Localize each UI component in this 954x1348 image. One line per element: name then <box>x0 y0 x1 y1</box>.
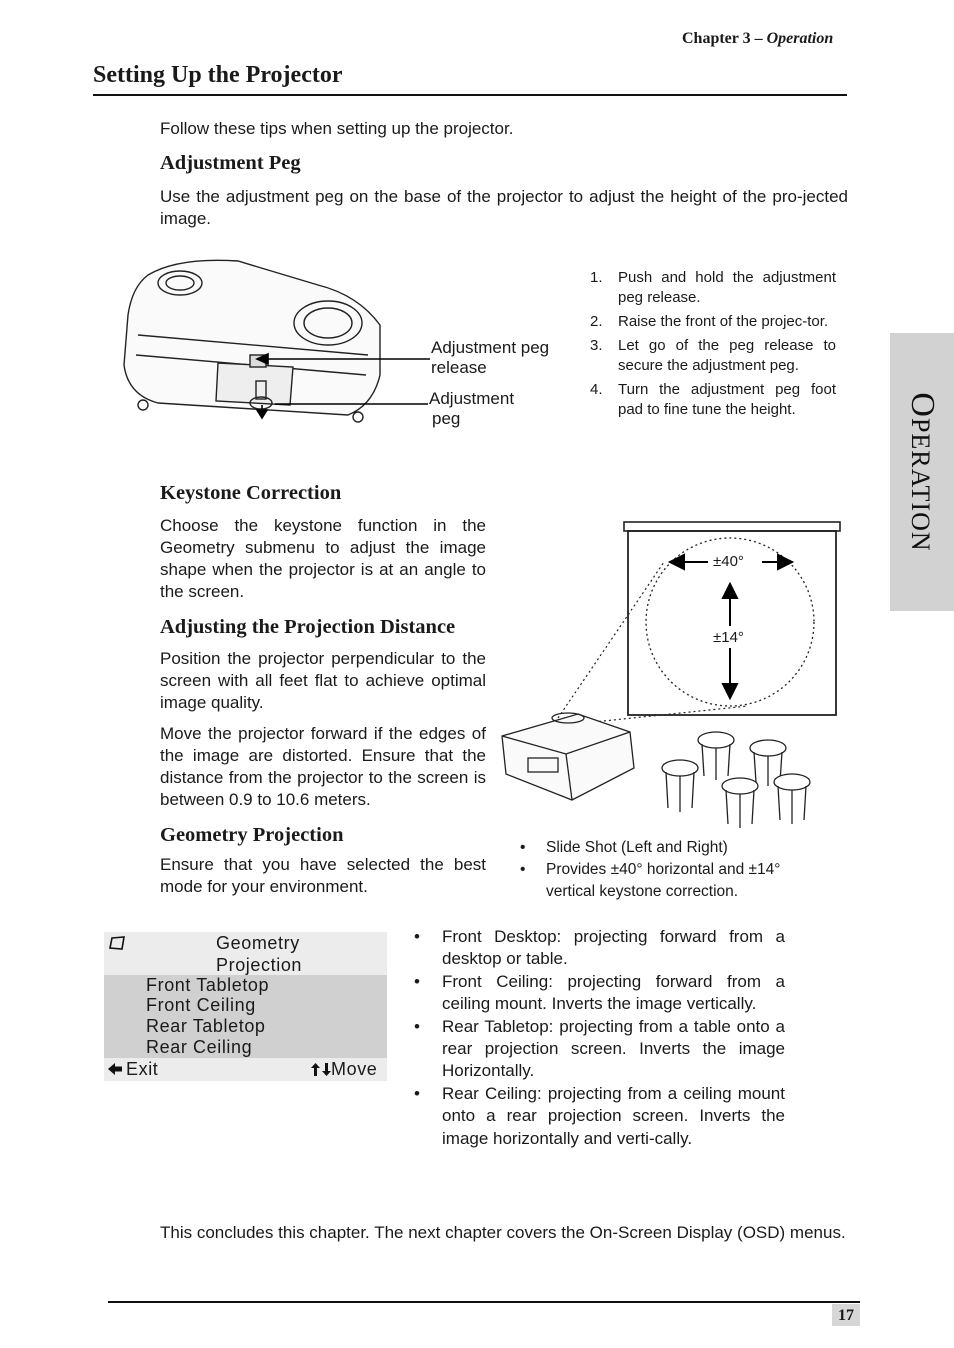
list-item <box>590 312 836 332</box>
osd-menu-header <box>104 932 387 975</box>
bullet: • <box>520 839 526 856</box>
list-item <box>414 1083 785 1150</box>
title-rule <box>93 94 847 96</box>
side-tab-initial: O <box>904 392 941 418</box>
page-number: 17 <box>832 1304 860 1326</box>
keystone-horizontal-angle-label: ±40° <box>713 553 744 570</box>
distance-body-1: Position the projector perpendicular to the screen with all feet flat to achieve optimal image quality. <box>160 649 486 712</box>
bullet-text: Front Ceiling: projecting forward from a ceiling mount. Inverts the image vertically. <box>442 971 785 1014</box>
bullet: • <box>414 1016 420 1036</box>
callout-adjustment-peg-line2: peg <box>432 409 461 428</box>
bullet-text: Provides ±40° horizontal and ±14° vertical keystone correction. <box>546 861 781 900</box>
step-text: Raise the front of the projec-tor. <box>618 313 829 330</box>
list-item <box>590 380 836 420</box>
keystone-vertical-angle-label: ±14° <box>713 629 744 646</box>
callout-adjustment-peg <box>429 389 514 429</box>
callout-peg-release <box>431 338 549 378</box>
keystone-bullet-list <box>520 837 810 903</box>
callout-adjustment-peg-line1: Adjustment <box>429 389 515 408</box>
intro-text: Follow these tips when setting up the projector. <box>160 119 514 138</box>
osd-menu-title-line1: Geometry <box>216 933 300 953</box>
adjustment-peg-body: Use the adjustment peg on the base of the projector to adjust the height of the pro-jected image. <box>160 187 848 228</box>
keystone-heading: Keystone Correction <box>160 482 342 504</box>
bullet-text: Rear Ceiling: projecting from a ceiling mount onto a rear projection screen. Inverts the image horizontally and verti-cally. <box>442 1083 785 1148</box>
osd-option-rear-tabletop[interactable]: Rear Tabletop <box>146 1016 266 1036</box>
up-down-arrow-icon <box>311 1063 331 1076</box>
osd-option-rear-ceiling[interactable]: Rear Ceiling <box>146 1037 253 1057</box>
osd-geometry-projection-menu <box>104 932 387 1081</box>
section-side-tab <box>890 333 954 611</box>
osd-option-front-ceiling[interactable]: Front Ceiling <box>146 995 256 1015</box>
distance-heading: Adjusting the Projection Distance <box>160 616 456 638</box>
bullet: • <box>520 861 526 878</box>
osd-menu-footer <box>104 1058 387 1081</box>
osd-options-panel <box>104 975 387 1058</box>
projection-modes-list <box>414 926 785 1150</box>
keystone-icon <box>109 936 125 950</box>
bullet-text: Front Desktop: projecting forward from a desktop or table. <box>442 927 785 969</box>
osd-exit-label[interactable]: Exit <box>126 1059 159 1079</box>
callout-peg-release-line1: Adjustment peg <box>431 338 550 357</box>
callout-peg-release-line2: release <box>431 358 487 377</box>
step-number: 2. <box>590 313 603 330</box>
geometry-body: Ensure that you have selected the best mode for your environment. <box>160 855 486 896</box>
keystone-illustration <box>498 518 848 834</box>
bullet-text: Rear Tabletop: projecting from a table onto a rear projection screen. Inverts the image Horizontally. <box>442 1016 785 1081</box>
page-title: Setting Up the Projector <box>93 62 343 88</box>
bullet-text: Slide Shot (Left and Right) <box>546 839 728 856</box>
geometry-heading: Geometry Projection <box>160 824 344 846</box>
bullet: • <box>414 927 420 946</box>
step-number: 4. <box>590 381 603 398</box>
bullet: • <box>414 971 420 991</box>
osd-menu-title-line2: Projection <box>216 955 303 975</box>
step-number: 1. <box>590 269 603 286</box>
closing-text: This concludes this chapter. The next chapter covers the On-Screen Display (OSD) menus. <box>160 1223 846 1242</box>
chapter-header <box>682 30 833 48</box>
osd-option-front-tabletop[interactable]: Front Tabletop <box>146 975 270 995</box>
chapter-name: Operation <box>766 30 834 47</box>
left-arrow-icon <box>108 1063 122 1075</box>
side-tab-rest: PERATION <box>906 417 935 552</box>
list-item <box>414 1016 785 1083</box>
list-item <box>590 268 836 308</box>
list-item <box>520 837 810 859</box>
keystone-body: Choose the keystone function in the Geometry submenu to adjust the image shape when the projector is at an angle to the screen. <box>160 516 486 601</box>
chapter-label: Chapter 3 – <box>682 30 767 47</box>
list-item <box>414 971 785 1016</box>
bullet: • <box>414 1083 420 1103</box>
step-text: Turn the adjustment peg foot pad to fine tune the height. <box>618 381 836 418</box>
list-item <box>520 859 810 903</box>
footer-rule <box>108 1301 860 1303</box>
list-item <box>590 336 836 376</box>
adjustment-steps-list <box>590 268 836 424</box>
step-text: Push and hold the adjustment peg release. <box>618 269 836 306</box>
step-text: Let go of the peg release to secure the adjustment peg. <box>618 337 836 374</box>
side-tab-label <box>903 392 941 551</box>
step-number: 3. <box>590 337 603 354</box>
adjustment-peg-heading: Adjustment Peg <box>160 152 301 174</box>
list-item <box>414 926 785 971</box>
osd-move-label[interactable]: Move <box>331 1059 378 1079</box>
distance-body-2: Move the projector forward if the edges of the image are distorted. Ensure that the distance from the projector to the screen is between 0.9 to 10.6 meters. <box>160 724 486 809</box>
